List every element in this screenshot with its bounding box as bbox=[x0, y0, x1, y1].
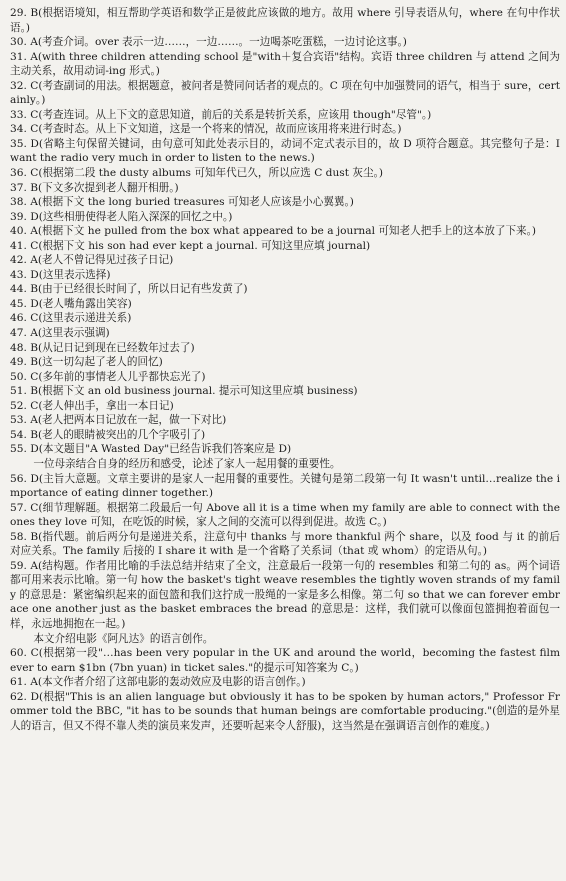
answer-50: 50. C(多年前的事情老人儿乎都快忘光了) bbox=[10, 370, 206, 383]
answer-52: 52. C(老人伸出手，拿出一本日记) bbox=[10, 399, 174, 412]
answer-49: 49. B(这一切勾起了老人的回忆) bbox=[10, 356, 163, 369]
answer-43: 43. D(这里表示选择) bbox=[10, 268, 111, 281]
answer-62: 62. D(根据"This is an alien language but obviously it has to be spoken by human actors," Professor Frommer told the BBC, "it has to be sounds that human beings are comfortable producing."(创造的是外星人的语言，但又不得不靠人类的演员来发声，还要听起来令人舒服)，这当然是在强调语言创作的难度。) bbox=[10, 690, 560, 732]
answer-32: 32. C(考查副词的用法。根据题意，被问者是赞同问话者的观点的。C 项在句中加强赞同的语气，相当于 sure，certainly。) bbox=[10, 79, 560, 107]
passage-summary-c: 本文介绍电影《阿凡达》的语言创作。 bbox=[33, 632, 214, 645]
answer-42: 42. A(老人不曾记得见过孩子日记) bbox=[10, 254, 174, 267]
answer-41: 41. C(根据下文 his son had ever kept a journal. 可知这里应填 journal) bbox=[10, 239, 371, 252]
answer-58: 58. B(指代题。前后两分句是递进关系，注意句中 thanks 与 more thankful 两个 share，以及 food 与 it 的前后对应关系。The family 后接的 I share it with 是一个省略了关系词（that 或 whom）的定语从句。) bbox=[10, 530, 560, 558]
answer-36: 36. C(根据第二段 the dusty albums 可知年代已久，所以应选 C dust 灰尘。) bbox=[10, 167, 383, 180]
answer-56: 56. D(主旨大意题。文章主要讲的是家人一起用餐的重要性。关键句是第二段第一句 It wasn't until…realize the importance of eating dinner together.) bbox=[10, 472, 560, 500]
answer-61: 61. A(本文作者介绍了这部电影的轰动效应及电影的语言创作。) bbox=[10, 676, 306, 689]
answer-54: 54. B(老人的眼睛被突出的几个字吸引了) bbox=[10, 428, 206, 441]
answer-47: 47. A(这里表示强调) bbox=[10, 327, 110, 340]
answer-45: 45. D(老人嘴角露出笑容) bbox=[10, 297, 132, 310]
answer-48: 48. B(从记日记到现在已经数年过去了) bbox=[10, 341, 195, 354]
answer-60: 60. C(根据第一段"…has been very popular in the UK and around the world，becoming the fastest film ever to earn $1bn (7bn yuan) in ticket sales."的提示可知答案为 C。) bbox=[10, 647, 560, 674]
answer-33: 33. C(考查连词。从上下文的意思知道，前后的关系是转折关系，应该用 though"尽管"。) bbox=[10, 108, 432, 121]
answer-44: 44. B(由于已经很长时间了，所以日记有些发黄了) bbox=[10, 283, 248, 296]
answer-40: 40. A(根据下文 he pulled from the box what appeared to be a journal 可知老人把手上的这本放了下来。) bbox=[10, 225, 537, 238]
answer-57: 57. C(细节理解题。根据第二段最后一句 Above all it is a time when my family are able to connect with the ones they love 可知，在吃饭的时候，家人之间的交流可以得到促进。故选 C。) bbox=[10, 501, 560, 529]
answer-55: 55. D(本文题目"A Wasted Day"已经告诉我们答案应是 D) bbox=[10, 443, 292, 456]
answer-31: 31. A(with three children attending school 是"with＋复合宾语"结构。宾语 three children 与 attend 之间为主动关系，故用动词-ing 形式。) bbox=[10, 50, 560, 78]
answer-46: 46. C(这里表示递进关系) bbox=[10, 312, 132, 325]
passage-summary-b: 一位母亲结合自身的经历和感受，论述了家人一起用餐的重要性。 bbox=[33, 457, 341, 470]
answer-35: 35. D(省略主句保留关键词，由句意可知此处表示目的，动词不定式表示目的，故 D 项符合题意。其完整句子是：I want the radio very much in order to listen to the news.) bbox=[10, 137, 560, 165]
answer-37: 37. B(下文多次提到老人翻开相册。) bbox=[10, 181, 179, 194]
answer-29: 29. B(根据语境知，相互帮助学英语和数学正是彼此应该做的地方。故用 where 引导表语从句，where 在句中作状语。) bbox=[10, 7, 560, 34]
answer-59: 59. A(结构题。作者用比喻的手法总结并结束了全文，注意最后一段第一句的 resembles 和第二句的 as。两个词语都可用来表示比喻。第一句 how the basket's tight weave resembles the tightly woven strands of my family 的意思是：紧密编织起来的面包篮和我们这拧成一股绳的一家是多么相像。第二句 so that we can forever embrace one another just as the basket embraces the bread 的意思是：这样，我们就可以像面包篮拥抱着面包一样，永远地拥抱在一起。) bbox=[10, 559, 560, 630]
answer-30: 30. A(考查介词。over 表示一边……，一边……。一边喝茶吃蛋糕，一边讨论这事。) bbox=[10, 36, 407, 49]
answer-38: 38. A(根据下文 the long buried treasures 可知老人应该是小心翼翼。) bbox=[10, 196, 354, 209]
answer-53: 53. A(老人把两本日记放在一起，做一下对比) bbox=[10, 414, 227, 427]
answer-34: 34. C(考查时态。从上下文知道，这是一个将来的情况，故而应该用将来进行时态。) bbox=[10, 123, 402, 136]
answer-51: 51. B(根据下文 an old business journal. 提示可知这里应填 business) bbox=[10, 385, 358, 398]
answer-39: 39. D(这些相册使得老人陷入深深的回忆之中。) bbox=[10, 210, 233, 223]
